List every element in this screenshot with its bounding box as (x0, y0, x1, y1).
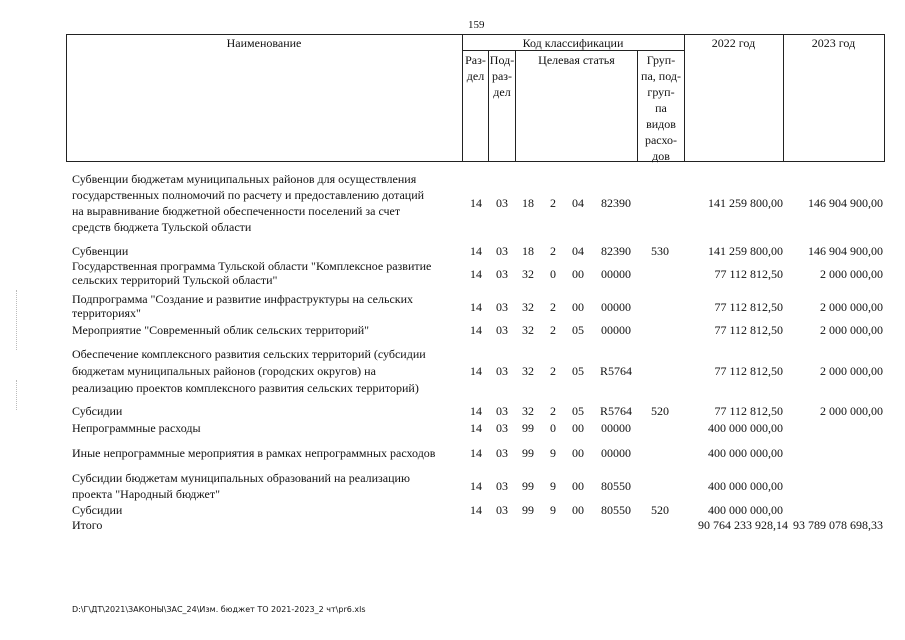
cell-subprogram: 2 (550, 300, 556, 314)
cell-razdel: 14 (470, 323, 482, 337)
header-year-2022: 2022 год (711, 36, 756, 50)
cell-program: 32 (522, 404, 534, 418)
cell-subprogram: 2 (550, 196, 556, 210)
cell-program: 18 (522, 196, 534, 210)
header-name: Наименование (226, 36, 302, 50)
cell-podrazdel: 03 (496, 267, 508, 281)
cell-program: 18 (522, 244, 534, 258)
cell-razdel: 14 (470, 364, 482, 378)
row-name: Непрограммные расходы (72, 421, 201, 435)
cell-event: 00 (572, 446, 584, 460)
cell-program: 99 (522, 446, 534, 460)
cell-direction: 00000 (601, 300, 631, 314)
header-podrazdel: Под- раз- дел (489, 53, 515, 99)
total-2023: 93 789 078 698,33 (793, 518, 883, 532)
page-number: 159 (468, 19, 485, 31)
cell-podrazdel: 03 (496, 196, 508, 210)
cell-group: 530 (651, 244, 669, 258)
cell-program: 99 (522, 503, 534, 517)
cell-program: 32 (522, 323, 534, 337)
cell-direction: 00000 (601, 323, 631, 337)
row-name: Мероприятие "Современный облик сельских территорий" (72, 323, 370, 337)
row-name: Иные непрограммные мероприятия в рамках непрограммных расходов (72, 446, 436, 460)
cell-direction: 80550 (601, 503, 631, 517)
cell-program: 99 (522, 479, 534, 493)
total-2022: 90 764 233 928,14 (698, 518, 788, 532)
cell-2022: 77 112 812,50 (714, 404, 783, 418)
cell-2022: 400 000 000,00 (708, 479, 783, 493)
cell-subprogram: 0 (550, 267, 556, 281)
cell-direction: 00000 (601, 421, 631, 435)
header-tselevaya: Целевая статья (538, 53, 615, 67)
cell-2022: 400 000 000,00 (708, 446, 783, 460)
cell-direction: 00000 (601, 446, 631, 460)
cell-2022: 400 000 000,00 (708, 503, 783, 517)
cell-podrazdel: 03 (496, 244, 508, 258)
row-name: Субвенции бюджетам муниципальных районов для осуществления государственных полномочий по расчету и предоставлению дотаций на выравнивание бюджетной обеспеченности поселений за счет средств бюджета Тульской области (72, 172, 425, 234)
cell-2022: 77 112 812,50 (714, 323, 783, 337)
header-code: Код классификации (522, 36, 624, 50)
cell-2023: 2 000 000,00 (820, 267, 883, 281)
header-year-2023: 2023 год (811, 36, 856, 50)
cell-event: 05 (572, 364, 584, 378)
cell-event: 00 (572, 300, 584, 314)
cell-razdel: 14 (470, 503, 482, 517)
row-name: Подпрограмма "Создание и развитие инфраструктуры на сельских территориях" (72, 292, 414, 320)
cell-subprogram: 2 (550, 323, 556, 337)
cell-podrazdel: 03 (496, 404, 508, 418)
cell-subprogram: 0 (550, 421, 556, 435)
header-gruppa: Груп- па, под- груп- па видов расхо- дов (641, 53, 681, 163)
cell-podrazdel: 03 (496, 364, 508, 378)
cell-podrazdel: 03 (496, 300, 508, 314)
cell-razdel: 14 (470, 404, 482, 418)
cell-podrazdel: 03 (496, 446, 508, 460)
cell-subprogram: 9 (550, 446, 556, 460)
cell-subprogram: 2 (550, 404, 556, 418)
cell-razdel: 14 (470, 479, 482, 493)
cell-razdel: 14 (470, 244, 482, 258)
scan-mark (16, 380, 17, 410)
cell-direction: 82390 (601, 196, 631, 210)
cell-event: 00 (572, 267, 584, 281)
cell-program: 32 (522, 267, 534, 281)
cell-podrazdel: 03 (496, 503, 508, 517)
cell-subprogram: 9 (550, 479, 556, 493)
cell-direction: 80550 (601, 479, 631, 493)
cell-2023: 2 000 000,00 (820, 300, 883, 314)
row-name: Субвенции (72, 244, 129, 258)
cell-podrazdel: 03 (496, 323, 508, 337)
cell-program: 99 (522, 421, 534, 435)
footer-file-path: D:\Г\ДТ\2021\ЗАКОНЫ\ЗАС_24\Изм. бюджет ТО 2021-2023_2 чт\pr6.xls (72, 605, 366, 614)
cell-2022: 77 112 812,50 (714, 267, 783, 281)
cell-direction: 00000 (601, 267, 631, 281)
cell-podrazdel: 03 (496, 479, 508, 493)
cell-podrazdel: 03 (496, 421, 508, 435)
cell-direction: R5764 (599, 404, 632, 418)
cell-event: 00 (572, 503, 584, 517)
cell-razdel: 14 (470, 300, 482, 314)
row-name: Государственная программа Тульской области "Комплексное развитие сельских территорий Тульской области" (72, 259, 432, 287)
cell-2023: 146 904 900,00 (808, 244, 883, 258)
cell-2023: 2 000 000,00 (820, 404, 883, 418)
scan-mark (16, 290, 17, 350)
cell-2023: 146 904 900,00 (808, 196, 883, 210)
cell-direction: 82390 (601, 244, 631, 258)
cell-event: 04 (572, 244, 584, 258)
cell-razdel: 14 (470, 421, 482, 435)
cell-event: 00 (572, 421, 584, 435)
cell-2022: 400 000 000,00 (708, 421, 783, 435)
row-name: Субсидии (72, 503, 123, 517)
row-name: Субсидии (72, 404, 123, 418)
cell-group: 520 (651, 503, 669, 517)
cell-program: 32 (522, 300, 534, 314)
row-name: Обеспечение комплексного развития сельских территорий (субсидии бюджетам муниципальных районов (городских округов) на реализацию проектов комплексного развития сельских территорий) (72, 347, 426, 395)
cell-program: 32 (522, 364, 534, 378)
header-razdel: Раз- дел (465, 53, 486, 83)
cell-2022: 141 259 800,00 (708, 244, 783, 258)
cell-2023: 2 000 000,00 (820, 323, 883, 337)
cell-subprogram: 9 (550, 503, 556, 517)
cell-razdel: 14 (470, 196, 482, 210)
cell-event: 05 (572, 404, 584, 418)
cell-direction: R5764 (599, 364, 632, 378)
cell-event: 04 (572, 196, 584, 210)
cell-razdel: 14 (470, 267, 482, 281)
cell-event: 00 (572, 479, 584, 493)
cell-subprogram: 2 (550, 244, 556, 258)
cell-2022: 141 259 800,00 (708, 196, 783, 210)
cell-2022: 77 112 812,50 (714, 364, 783, 378)
cell-razdel: 14 (470, 446, 482, 460)
total-label: Итого (72, 518, 103, 532)
row-name: Субсидии бюджетам муниципальных образований на реализацию проекта "Народный бюджет" (72, 471, 410, 501)
cell-event: 05 (572, 323, 584, 337)
cell-subprogram: 2 (550, 364, 556, 378)
cell-2023: 2 000 000,00 (820, 364, 883, 378)
cell-group: 520 (651, 404, 669, 418)
cell-2022: 77 112 812,50 (714, 300, 783, 314)
